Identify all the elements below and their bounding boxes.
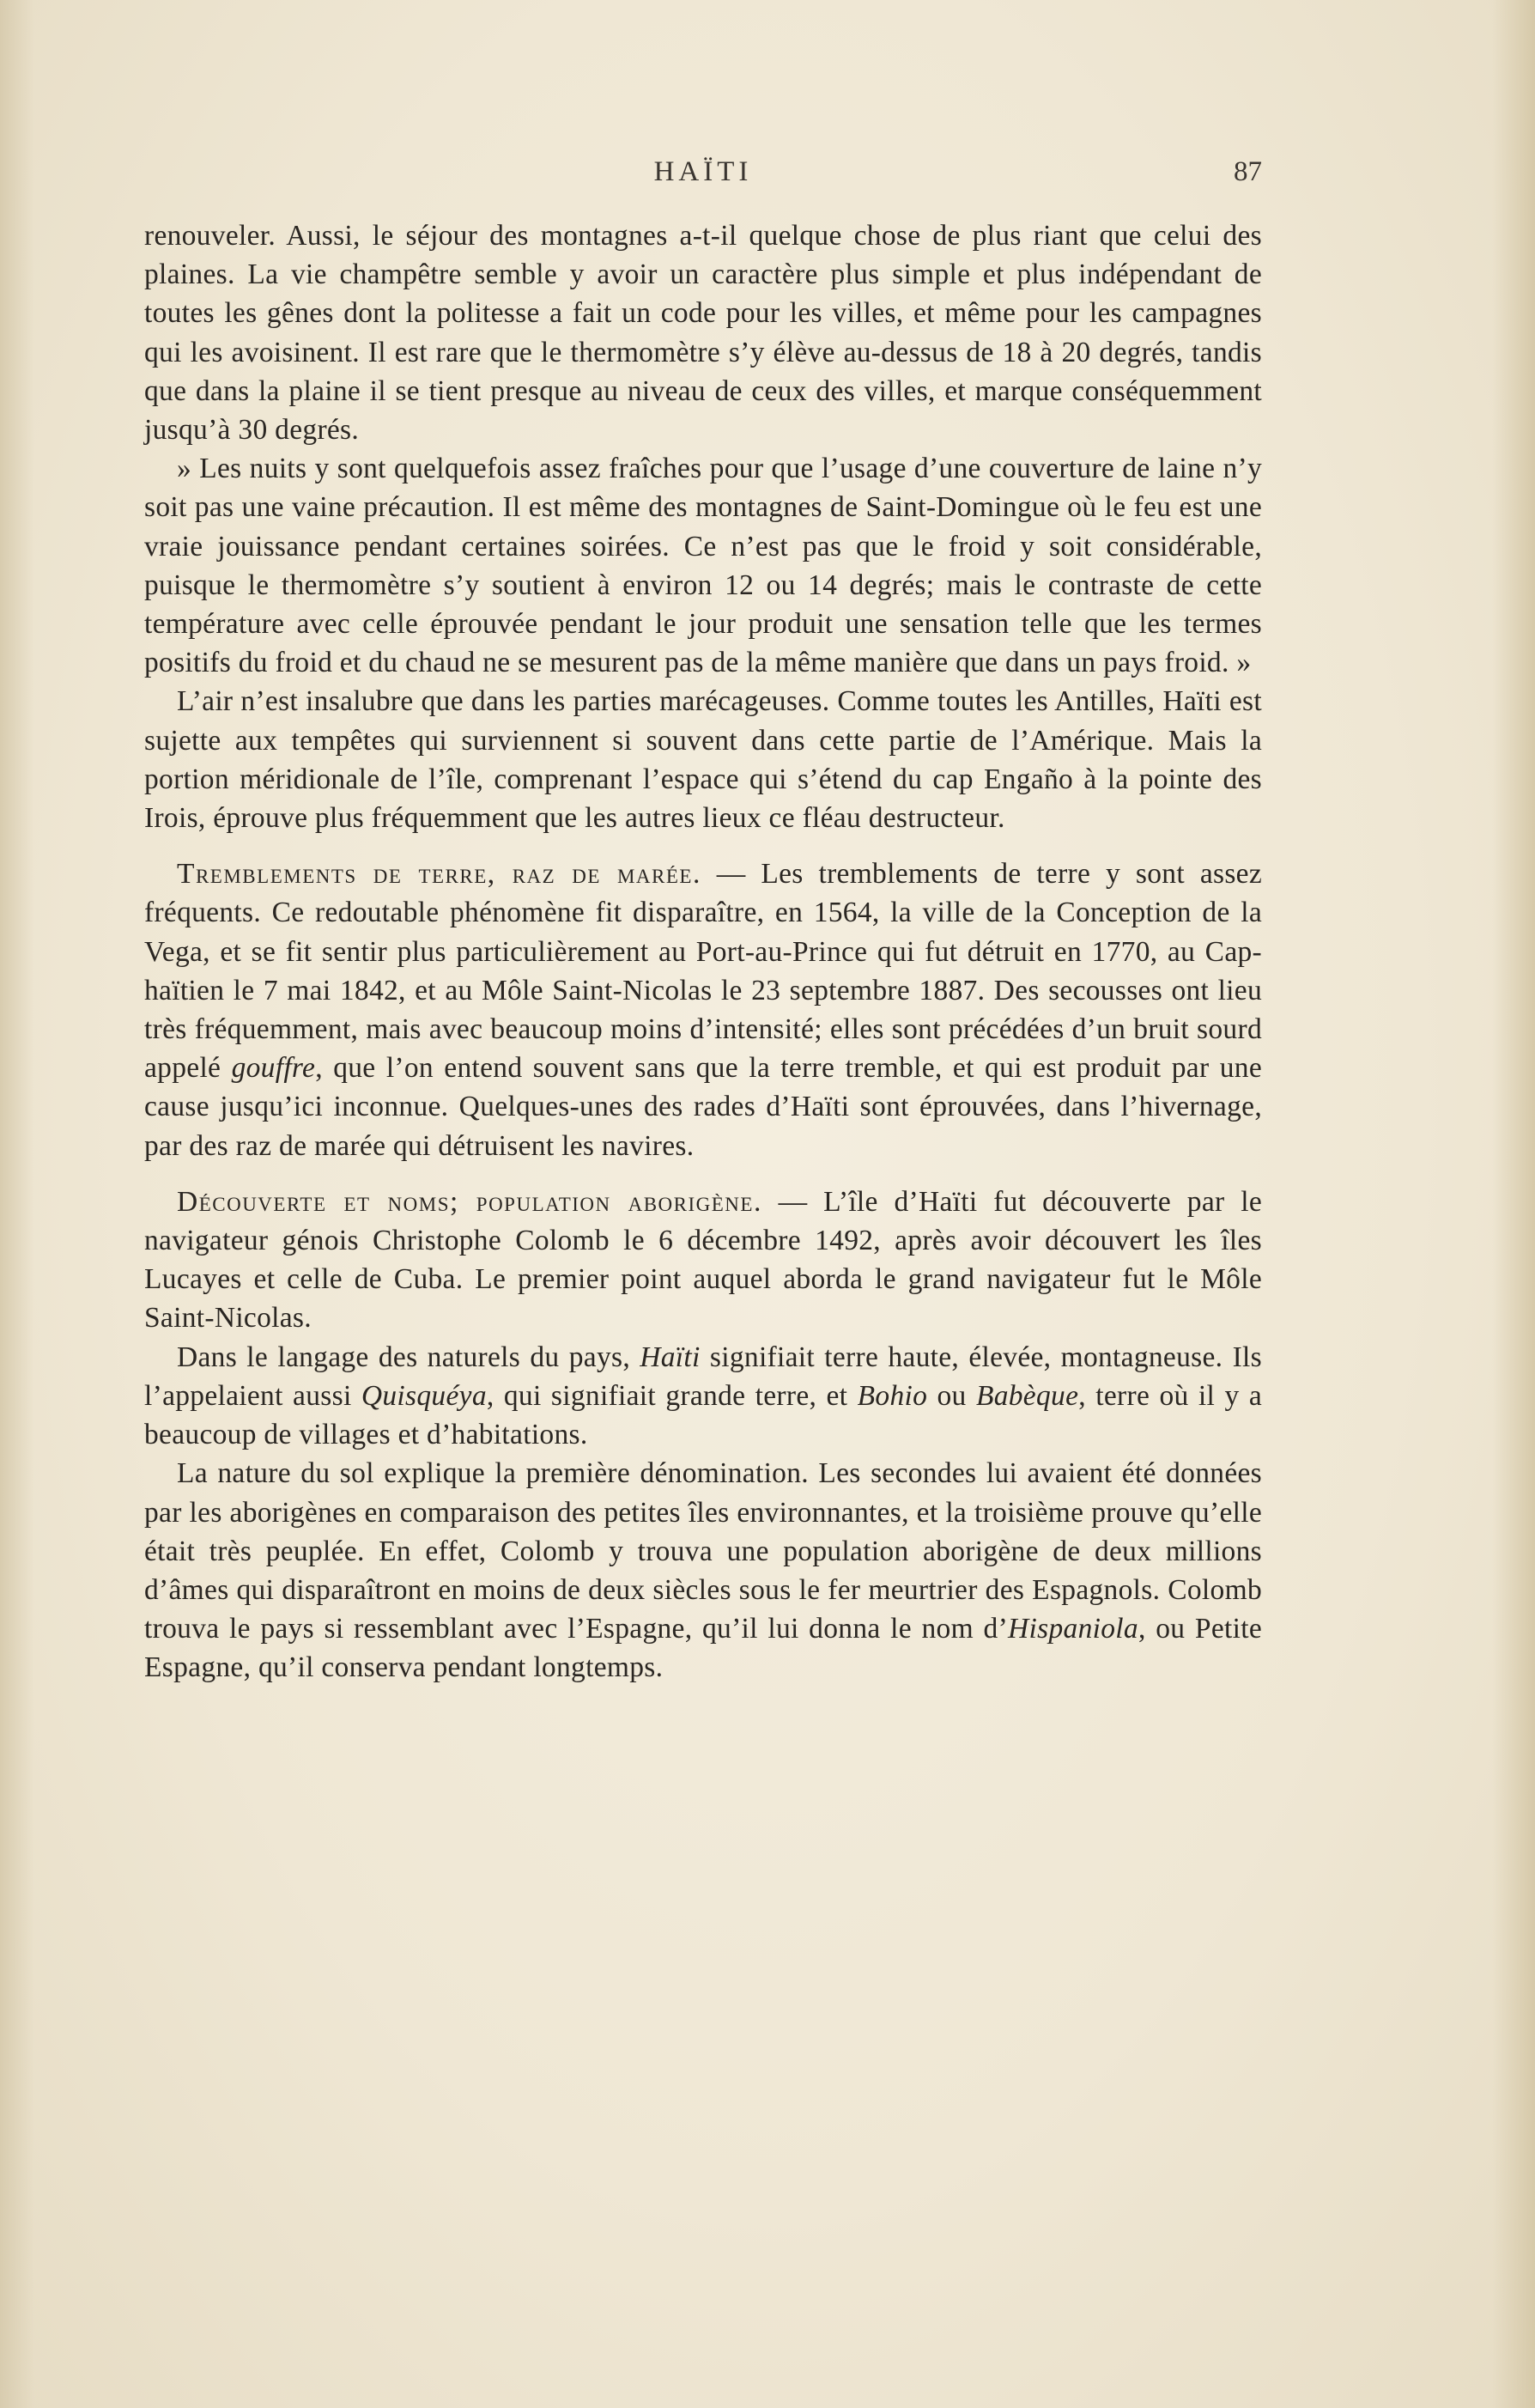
term-haiti: Haïti: [640, 1341, 701, 1373]
term-hispaniola: Hispaniola: [1008, 1613, 1138, 1645]
paragraph-names: [144, 1338, 1262, 1455]
names-text-e: , terre où il y a beaucoup de villages et d’habitations.: [144, 1379, 1262, 1451]
population-text-a: La nature du sol explique la première dénomination. Les secondes lui avaient été données par les aborigènes en comparaison des petites îles environnantes, et la troisième prouve qu’elle était très peuplée. En effet, Colomb y trouva une population aborigène de deux millions d’âmes qui disparaîtront en moins de deux siècles sous le fer meurtrier des Espagnols. Colomb trouva le pays si ressemblant avec l’Espagne, qu’il lui donna le nom d’: [144, 1457, 1262, 1645]
paragraph-earthquakes: [144, 854, 1262, 1165]
term-babeque: Babèque: [975, 1379, 1079, 1412]
paragraph-earthquakes-text-2: , que l’on entend souvent sans que la terre tremble, et qui est produit par une cause jusqu’ici inconnue. Quelques-unes des rades d’Haïti sont éprouvées, dans l’hivernage, par des raz de marée qui détruisent les navires.: [144, 1052, 1263, 1162]
paragraph-earthquakes-text: — Les tremblements de terre y sont assez fréquents. Ce redoutable phénomène fit disparaître, en 1564, la ville de la Conception de la Vega, et se fit sentir plus particulièrement au Port-au-Prince qui fut détruit en 1770, au Cap-haïtien le 7 mai 1842, et au Môle Saint-Nicolas le 23 septembre 1887. Des secousses ont lieu très fréquemment, mais avec beaucoup moins d’intensité; elles sont précédées d’un bruit sourd appelé: [144, 858, 1262, 1085]
body-text: [144, 216, 1262, 1687]
names-text-d: ou: [927, 1379, 976, 1412]
population-text-b: , ou Petite Espagne, qu’il conserva pendant longtemps.: [144, 1613, 1262, 1684]
page-edge-left: [0, 0, 34, 2408]
names-text-b: signifiait terre haute, élevée, montagneuse. Ils l’appelaient aussi: [144, 1341, 1262, 1412]
paragraph-discovery: [144, 1183, 1262, 1338]
term-bohio: Bohio: [857, 1379, 928, 1412]
paragraph-2: » Les nuits y sont quelquefois assez fraîches pour que l’usage d’une couverture de laine n’y soit pas une vaine précaution. Il est même des montagnes de Saint-Domingue où le feu est une vraie jouissance pendant certaines soirées. Ce n’est pas que le froid y soit considérable, puisque le thermomètre s’y soutient à environ 12 ou 14 degrés; mais le contraste de cette température avec celle éprouvée pendant le jour produit une sensation telle que les termes positifs du froid et du chaud ne se mesurent pas de la même manière que dans un pays froid. »: [144, 453, 1262, 679]
section-heading-discovery: Découverte et noms; population aborigène.: [177, 1185, 762, 1218]
page-header: [144, 156, 1262, 203]
names-text-a: Dans le langage des naturels du pays,: [177, 1341, 640, 1373]
paragraph-1: renouveler. Aussi, le séjour des montagnes a-t-il quelque chose de plus riant que celui des plaines. La vie champêtre semble y avoir un caractère plus simple et plus indépendant de toutes les gênes dont la politesse a fait un code pour les villes, et même pour les campagnes qui les avoisinent. Il est rare que le thermomètre s’y élève au-dessus de 18 à 20 degrés, tandis que dans la plaine il se tient presque au niveau de ceux des villes, et marque conséquemment jusqu’à 30 degrés.: [144, 220, 1262, 447]
paragraph-population: [144, 1454, 1262, 1687]
section-heading-earthquakes: Tremblements de terre, raz de marée.: [177, 858, 701, 891]
term-gouffre: gouffre: [231, 1052, 316, 1085]
paragraph-discovery-text: — L’île d’Haïti fut découverte par le navigateur génois Christophe Colomb le 6 décembre 1492, après avoir découvert les îles Lucayes et celle de Cuba. Le premier point auquel aborda le grand navigateur fut le Môle Saint-Nicolas.: [144, 1185, 1263, 1335]
page-edge-right: [1492, 0, 1535, 2408]
page-number: 87: [1234, 156, 1262, 187]
running-title: HAÏTI: [653, 156, 753, 187]
paragraph-3: L’air n’est insalubre que dans les parties marécageuses. Comme toutes les Antilles, Haïti est sujette aux tempêtes qui surviennent si souvent dans cette partie de l’Amérique. Mais la portion méridionale de l’île, comprenant l’espace qui s’étend du cap Engaño à la pointe des Irois, éprouve plus fréquemment que les autres lieux ce fléau destructeur.: [144, 685, 1262, 835]
names-text-c: , qui signifiait grande terre, et: [486, 1379, 858, 1412]
term-quisqueya: Quisquéya: [361, 1379, 487, 1412]
